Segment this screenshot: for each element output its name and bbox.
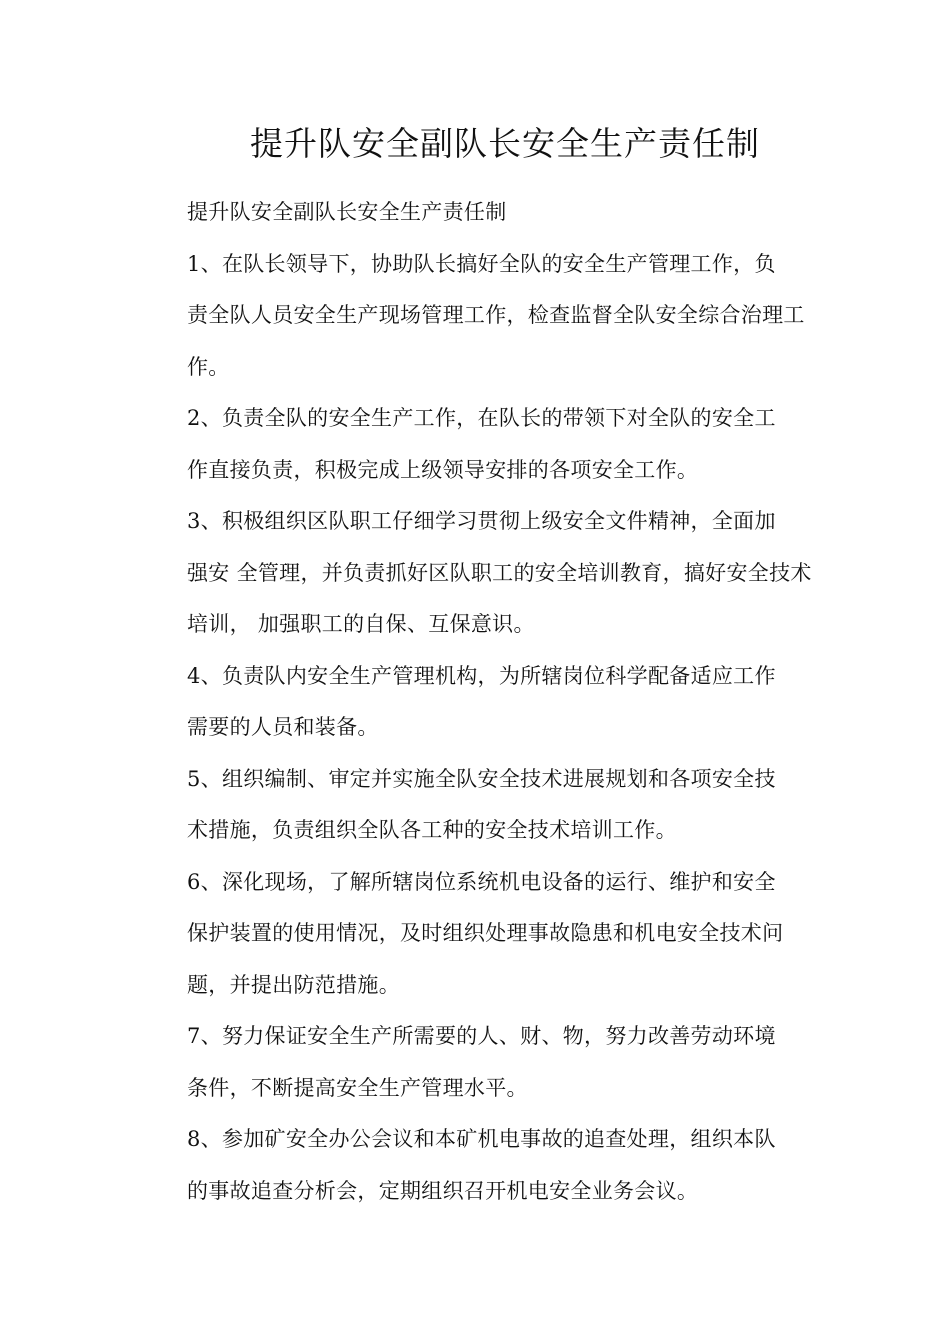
document-title: 提升队安全副队长安全生产责任制	[250, 124, 760, 163]
paragraph-item-3	[145, 496, 810, 651]
paragraph-line: 6、深化现场，了解所辖岗位系统机电设备的运行、维护和安全	[187, 869, 776, 894]
paragraph-line: 4、负责队内安全生产管理机构，为所辖岗位科学配备适应工作	[187, 663, 776, 688]
paragraph-line: 需要的人员和装备。	[187, 715, 379, 739]
paragraph-line: 提升队安全副队长安全生产责任制	[187, 200, 507, 224]
paragraph-line: 强安 全管理，并负责抓好区队职工的安全培训教育，搞好安全技术	[187, 560, 812, 585]
paragraph-line: 2、负责全队的安全生产工作，在队长的带领下对全队的安全工	[187, 406, 776, 430]
paragraph-item-1	[145, 239, 810, 394]
paragraph-line: 责全队人员安全生产现场管理工作，检查监督全队安全综合治理工	[187, 303, 805, 327]
paragraph-item-2	[145, 393, 810, 496]
paragraph-subtitle	[145, 187, 810, 239]
paragraph-line: 7、努力保证安全生产所需要的人、财、物，努力改善劳动环境	[187, 1024, 776, 1048]
paragraph-line: 5、组织编制、审定并实施全队安全技术进展规划和各项安全技	[187, 766, 776, 791]
paragraph-item-8	[145, 1114, 810, 1217]
paragraph-item-7	[145, 1011, 810, 1114]
paragraph-item-6	[145, 857, 810, 1012]
paragraph-line: 1、在队长领导下，协助队长搞好全队的安全生产管理工作，负	[187, 251, 776, 276]
paragraph-item-4	[145, 651, 810, 754]
paragraph-line: 保护装置的使用情况，及时组织处理事故隐患和机电安全技术问	[187, 921, 784, 945]
paragraph-line: 培训， 加强职工的自保、互保意识。	[187, 612, 535, 636]
paragraph-line: 作。	[187, 354, 230, 379]
paragraph-line: 题，并提出防范措施。	[187, 972, 400, 997]
paragraph-line: 条件，不断提高安全生产管理水平。	[187, 1075, 528, 1100]
paragraph-line: 术措施，负责组织全队各工种的安全技术培训工作。	[187, 818, 677, 842]
paragraph-item-5	[145, 754, 810, 857]
document-body	[145, 187, 810, 1217]
paragraph-line: 8、参加矿安全办公会议和本矿机电事故的追查处理，组织本队	[187, 1127, 776, 1151]
paragraph-line: 作直接负责，积极完成上级领导安排的各项安全工作。	[187, 457, 699, 482]
paragraph-line: 的事故追查分析会，定期组织召开机电安全业务会议。	[187, 1178, 699, 1203]
paragraph-line: 3、积极组织区队职工仔细学习贯彻上级安全文件精神，全面加	[187, 509, 776, 533]
